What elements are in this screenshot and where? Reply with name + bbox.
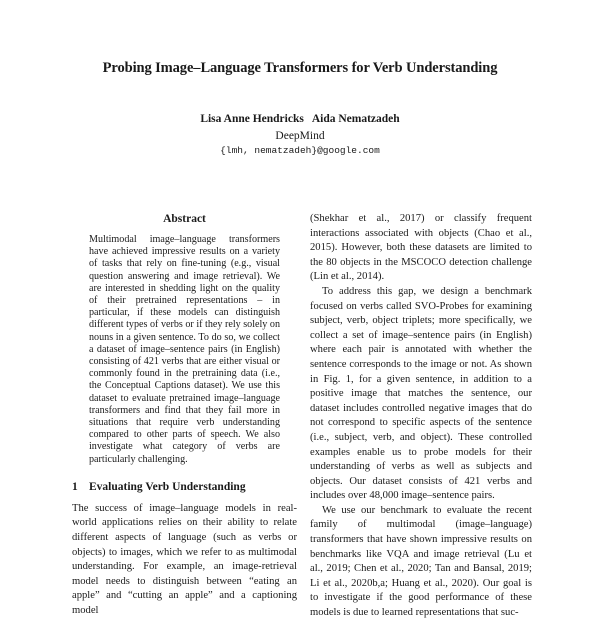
abstract-heading: Abstract xyxy=(163,213,206,225)
paper-title: Probing Image–Language Transformers for Verb Understanding xyxy=(102,60,498,76)
right-column xyxy=(310,212,532,621)
section-number: 1 xyxy=(72,480,78,493)
right-paragraph-1: (Shekhar et al., 2017) or classify frequent interactions associated with objects (Chao et al., 2015). However, both these datasets are limited to the 80 objects in the MSCOCO detection challenge (Lin et al., 2014). xyxy=(310,213,532,283)
section-paragraph: The success of image–language models in real-world applications relies on their ability to relate different aspects of language (such as verbs or objects) to images, which we refer to as multimodal understanding. For example, an image-retrieval model needs to distinguish between “eating an apple” and “cutting an apple” and a captioning model xyxy=(72,502,297,617)
right-paragraph-3: We use our benchmark to evaluate the recent family of multimodal (image–language) transformers that have shown impressive results on benchmarks like VQA and image retrieval (Lu et al., 2019; Chen et al., 2020; Tan and Bansal, 2019; Li et al., 2020b,a; Huang et al., 2020). Our goal is to investigate if the good performance of these models is due to learned representations that suc- xyxy=(310,504,532,619)
left-column xyxy=(72,213,297,619)
section-title: Evaluating Verb Understanding xyxy=(89,480,246,493)
author-name: Lisa Anne Hendricks xyxy=(200,113,304,125)
abstract-text: Multimodal image–language transformers have achieved impressive results on a variety of tasks that rely on fine-tuning (e.g., visual question answering and image retrieval). We are interested in shedding light on the quality of their pretrained representations – in particular, if these models can distinguish different types of verbs or if they rely solely on nouns in a given sentence. To do so, we collect a dataset of image–sentence pairs (in English) consisting of 421 verbs that are either visual or commonly found in the pretraining data (i.e., the Conceptual Captions dataset). We use this dataset to evaluate pretrained image–language transformers and find that they fail more in situations that require verb understanding compared to other parts of speech. We also investigate what category of verbs are particularly challenging. xyxy=(89,234,280,465)
affiliation: DeepMind xyxy=(275,130,325,142)
author-name: Aida Nematzadeh xyxy=(311,113,400,125)
author-email: {lmh, nematzadeh}@google.com xyxy=(220,145,380,156)
right-paragraph-2: To address this gap, we design a benchmark focused on verbs called SVO-Probes for examining subject, verb, object triplets; more specifically, we collect a set of image–sentence pairs (in English) where each pair is annotated with whether the sentence corresponds to the image or not. As shown in Fig. 1, for a given sentence, in addition to a positive image that matches the sentence, our dataset includes controlled negative images that do not correspond to specific aspects of the sentence (i.e., subject, verb, and object). These controlled examples enable us to probe models for their understanding of verbs as well as subjects and objects. Our dataset consists of 421 verbs and includes over 48,000 image–sentence pairs. xyxy=(310,285,532,502)
section-heading xyxy=(72,481,297,493)
author-list xyxy=(0,113,600,125)
